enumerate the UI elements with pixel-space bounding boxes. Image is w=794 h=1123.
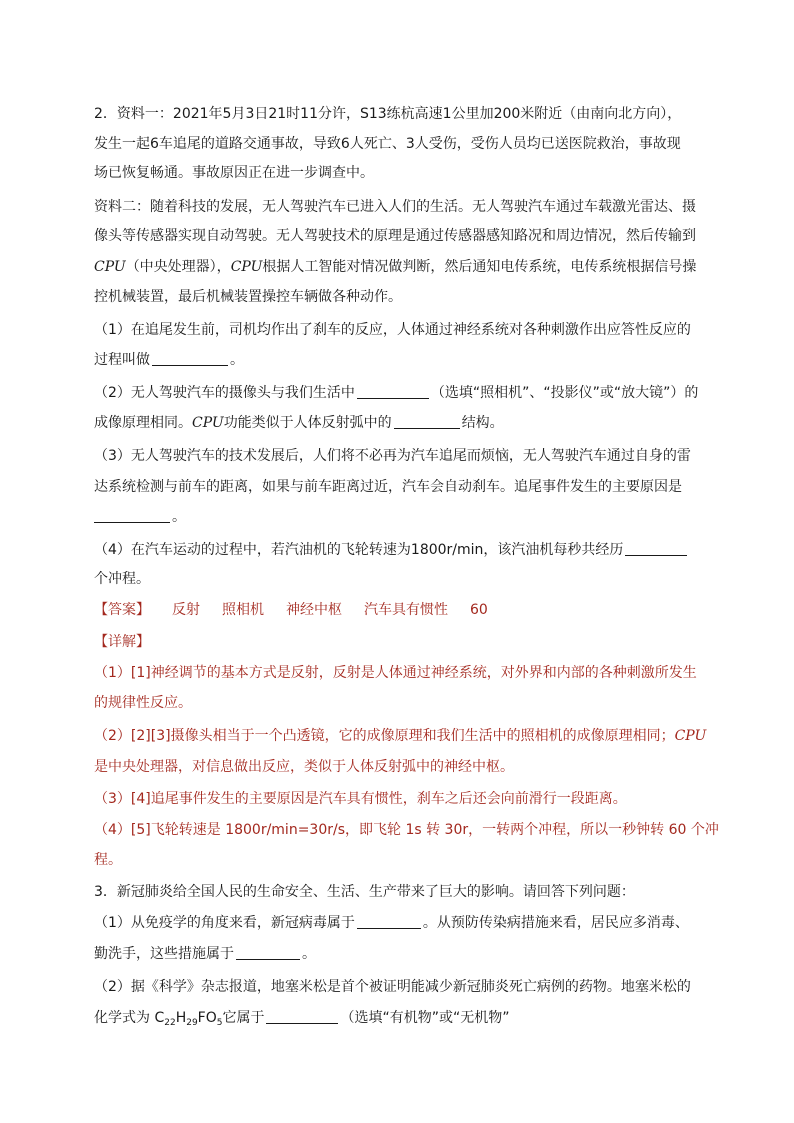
detail-4-line-2: 程。 — [94, 852, 122, 868]
text-run: FO — [197, 1010, 217, 1026]
q2-part-4-line-2: 个冲程。 — [94, 571, 150, 587]
answer-item: 照相机 — [222, 602, 264, 618]
text-run: 。 — [172, 509, 186, 525]
q2-part-1-line-1: （1）在追尾发生前，司机均作出了刹车的反应，人体通过神经系统对各种刺激作出应答性反应的 — [94, 322, 691, 338]
detail-1-line-1: （1）[1]神经调节的基本方式是反射，反射是人体通过神经系统，对外界和内部的各种刺激所发生 — [94, 665, 697, 681]
detail-2-line-2: 是中央处理器，对信息做出反应，类似于人体反射弧中的神经中枢。 — [94, 759, 514, 775]
answer-blank-5[interactable] — [625, 541, 687, 556]
text-run: （中央处理器）， — [125, 259, 231, 275]
answer-blank-8[interactable] — [266, 1009, 338, 1024]
answer-blank-2[interactable] — [357, 384, 429, 399]
cpu-term: CPU — [94, 259, 126, 275]
q2-part-2-line-1 — [94, 383, 704, 403]
text-run: （1）从免疫学的角度来看，新冠病毒属于 — [94, 915, 355, 931]
q3-part-1-line-1 — [94, 913, 704, 933]
text-run: 成像原理相同。 — [94, 415, 192, 431]
subscript: 22 — [164, 1018, 176, 1028]
q2-line-5: 像头等传感器实现自动驾驶。无人驾驶技术的原理是通过传感器感知路况和周边情况，然后传输到 — [94, 228, 696, 244]
q3-part-2-line-1: （2）据《科学》杂志报道，地塞米松是首个被证明能减少新冠肺炎死亡病例的药物。地塞米松的 — [94, 979, 691, 995]
answer-blank-4[interactable] — [94, 508, 170, 523]
q2-part-3-line-2: 达系统检测与前车的距离，如果与前车距离过近，汽车会自动刹车。追尾事件发生的主要原因是 — [94, 479, 682, 495]
text-run: 它属于 — [222, 1010, 265, 1026]
text-run: H — [175, 1010, 187, 1026]
text-run: 勤洗手，这些措施属于 — [94, 946, 234, 962]
q2-part-3-line-1: （3）无人驾驶汽车的技术发展后，人们将不必再为汽车追尾而烦恼，无人驾驶汽车通过自身的雷 — [94, 448, 691, 464]
answer-blank-6[interactable] — [357, 914, 421, 929]
text-run: 结构。 — [461, 415, 504, 431]
q3-part-1-line-2 — [94, 944, 704, 964]
q2-part-3-line-3 — [94, 507, 704, 527]
text-run: （4）在汽车运动的过程中，若汽油机的飞轮转速为1800r/min，该汽油机每秒共经历 — [94, 542, 624, 558]
text-run: 。 — [230, 352, 244, 368]
answer-blank-7[interactable] — [236, 945, 300, 960]
cpu-term: CPU — [192, 415, 224, 431]
text-run: 。 — [302, 946, 316, 962]
answer-item: 汽车具有惯性 — [364, 602, 448, 618]
q2-line-3: 场已恢复畅通。事故原因正在进一步调查中。 — [94, 165, 374, 181]
detail-3: （3）[4]追尾事件发生的主要原因是汽车具有惯性，刹车之后还会向前滑行一段距离。 — [94, 791, 627, 807]
text-run: （选填“照相机”、“投影仪”或“放大镜”）的 — [430, 385, 699, 401]
detail-label: 【详解】 — [94, 634, 150, 650]
q2-part-1-line-2 — [94, 350, 704, 370]
answer-blank-3[interactable] — [394, 414, 460, 429]
cpu-term: CPU — [230, 259, 263, 275]
detail-2-line-1 — [94, 726, 707, 746]
detail-1-line-2: 的规律性反应。 — [94, 695, 192, 711]
text-run: （2）[2][3]摄像头相当于一个凸透镜，它的成像原理和我们生活中的照相机的成像原理相同； — [94, 728, 675, 744]
q3-line-1: 3．新冠肺炎给全国人民的生命安全、生活、生产带来了巨大的影响。请回答下列问题： — [94, 884, 635, 900]
q2-line-1: 2．资料一：2021年5月3日21时11分许，S13练杭高速1公里加200米附近（由南向北方向）， — [94, 106, 682, 122]
q2-line-4: 资料二：随着科技的发展，无人驾驶汽车已进入人们的生活。无人驾驶汽车通过车载激光雷达、摄 — [94, 199, 696, 215]
text-run: （2）无人驾驶汽车的摄像头与我们生活中 — [94, 385, 355, 401]
answer-label: 【答案】 — [94, 602, 150, 618]
q2-part-2-line-2 — [94, 413, 704, 433]
answer-item: 神经中枢 — [286, 602, 342, 618]
text-run: 。从预防传染病措施来看，居民应多消毒、 — [422, 915, 689, 931]
answer-row — [94, 600, 704, 620]
text-run: 化学式为 C — [94, 1010, 165, 1026]
q2-line-6 — [94, 257, 704, 277]
q2-line-7: 控机械装置，最后机械装置操控车辆做各种动作。 — [94, 289, 402, 305]
answer-blank-1[interactable] — [152, 351, 228, 366]
q2-part-4-line-1 — [94, 540, 704, 560]
cpu-term: CPU — [674, 728, 707, 744]
subscript: 5 — [216, 1018, 223, 1028]
q3-part-2-line-2 — [94, 1008, 704, 1028]
answer-item: 反射 — [172, 602, 200, 618]
text-run: （选填“有机物”或“无机物” — [340, 1010, 510, 1026]
text-run: 功能类似于人体反射弧中的 — [223, 415, 392, 431]
q2-line-2: 发生一起6车追尾的道路交通事故，导致6人死亡、3人受伤，受伤人员均已送医院救治，事故现 — [94, 136, 681, 152]
text-run: 根据人工智能对情况做判断，然后通知电传系统，电传系统根据信号操 — [262, 259, 697, 275]
detail-4-line-1: （4）[5]飞轮转速是 1800r/min=30r/s，即飞轮 1s 转 30r，一转两个冲程，所以一秒钟转 60 个冲 — [94, 822, 719, 838]
subscript: 29 — [186, 1018, 198, 1028]
answer-item: 60 — [470, 602, 488, 618]
text-run: 过程叫做 — [94, 352, 150, 368]
